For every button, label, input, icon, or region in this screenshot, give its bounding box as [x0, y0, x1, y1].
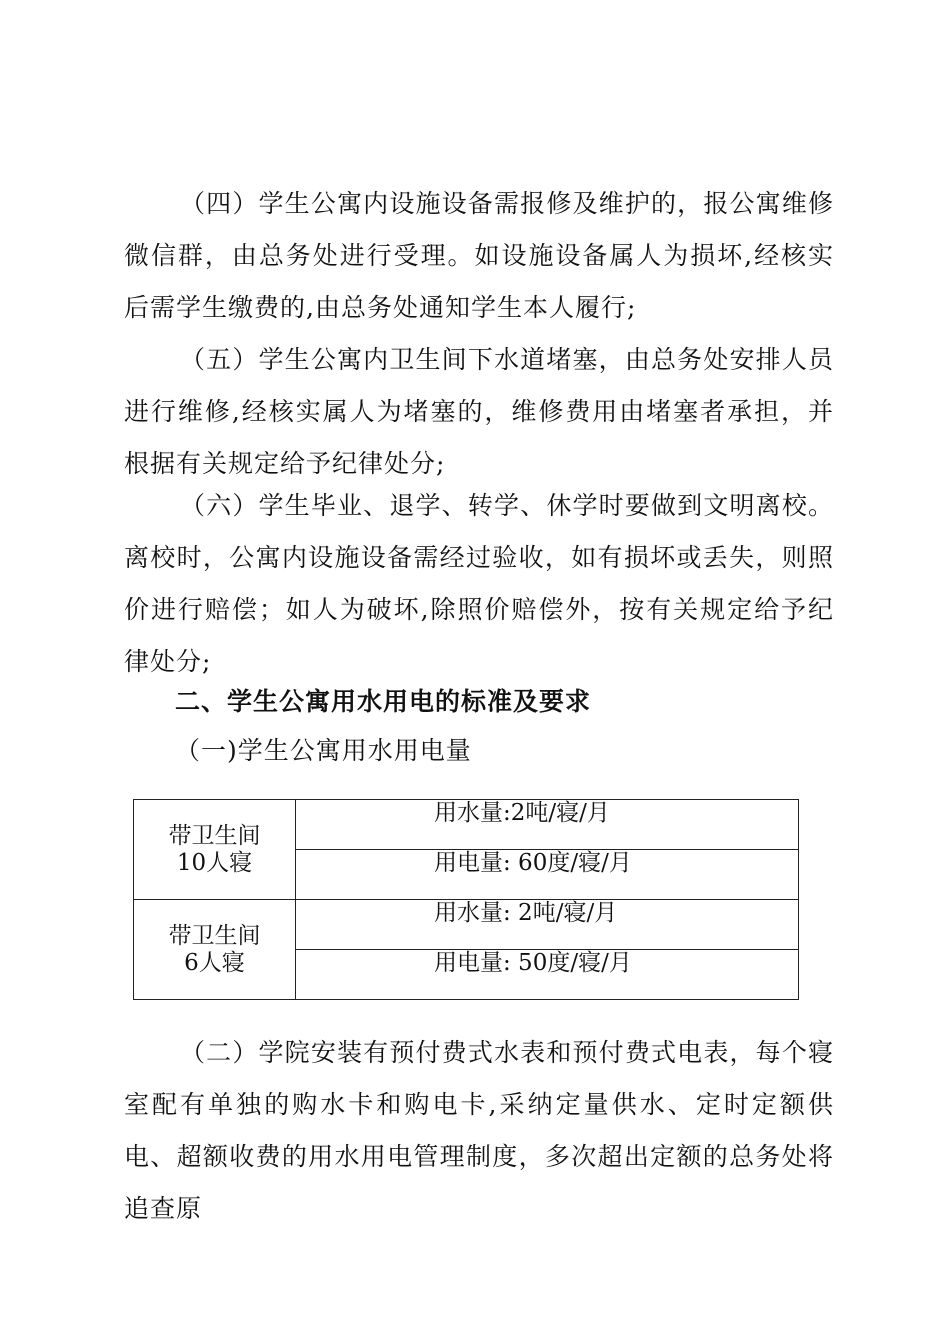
room-type-line: 带卫生间	[168, 922, 261, 949]
room-size-line: 10人寝	[176, 849, 253, 876]
room-type-cell	[134, 800, 296, 900]
electric-usage-cell: 用电量: 50度/寝/月	[296, 950, 799, 1000]
paragraph-sub-2: （二）学院安装有预付费式水表和预付费式电表，每个寝室配有单独的购水卡和购电卡,采纳定量供水、定时定额供电、超额收费的用水用电管理制度，多次超出定额的总务处将追查原	[124, 1038, 834, 1223]
room-type-cell	[134, 900, 296, 1000]
usage-table	[133, 799, 799, 1000]
room-size-line: 6人寝	[184, 949, 245, 976]
subsection-heading: （一)学生公寓用水用电量	[175, 736, 472, 765]
table-row	[134, 800, 799, 850]
electric-usage-cell: 用电量: 60度/寝/月	[296, 850, 799, 900]
table-row	[134, 900, 799, 950]
water-usage-cell: 用水量: 2吨/寝/月	[296, 900, 799, 950]
water-usage-cell: 用水量:2吨/寝/月	[296, 800, 799, 850]
section-heading: 二、学生公寓用水用电的标准及要求	[175, 687, 592, 716]
paragraph-item-4: （四）学生公寓内设施设备需报修及维护的，报公寓维修微信群，由总务处进行受理。如设施设备属人为损坏,经核实后需学生缴费的,由总务处通知学生本人履行;	[124, 189, 834, 322]
paragraph-item-6: （六）学生毕业、退学、转学、休学时要做到文明离校。离校时，公寓内设施设备需经过验收，如有损坏或丢失，则照价进行赔偿；如人为破坏,除照价赔偿外，按有关规定给予纪律处分;	[124, 491, 834, 676]
paragraph-item-5: （五）学生公寓内卫生间下水道堵塞，由总务处安排人员进行维修,经核实属人为堵塞的，维修费用由堵塞者承担，并根据有关规定给予纪律处分;	[124, 345, 834, 478]
room-type-line: 带卫生间	[168, 822, 261, 849]
